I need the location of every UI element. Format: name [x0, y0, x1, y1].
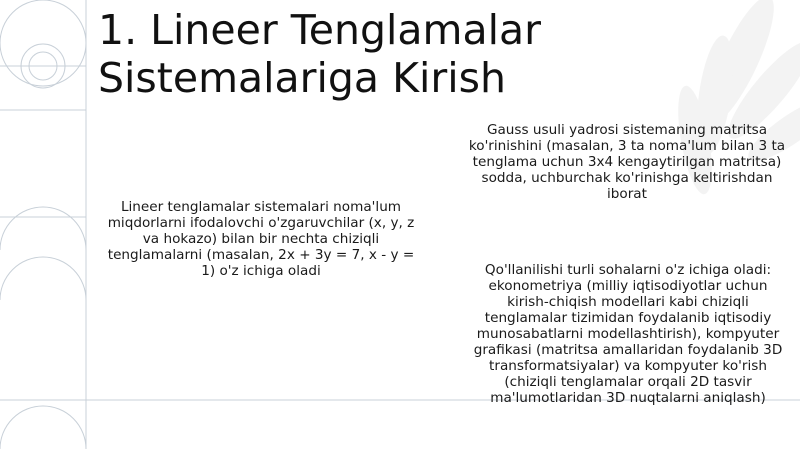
gauss-method-paragraph: Gauss usuli yadrosi sistemaning matritsa ko'rinishini (masalan, 3 ta noma'lum bilan 3 ta tenglama uchun 3x4 kengaytirilgan matritsa) sodda, uchburchak ko'rinishga keltirishdan iborat — [468, 122, 786, 202]
title-line-1: 1. Lineer Tenglamalar — [98, 6, 541, 54]
applications-paragraph: Qo'llanilishi turli sohalarni o'z ichiga oladi: ekonometriya (milliy iqtisodiyotlar uchun kirish-chiqish modellari kabi chiziqli tenglamalar tizimidan foydalanib iqtisodiy munosabatlarni modellashtirish), kompyuter grafikasi (matritsa amallaridan foydalanib 3D transformatsiyalar) va kompyuter ko'rish (chiziqli tenglamalar orqali 2D tasvir ma'lumotlaridan 3D nuqtalarni aniqlash) — [473, 262, 783, 406]
arch-outline-icon — [0, 257, 86, 300]
circle-outline-icon — [0, 0, 86, 86]
title-line-2: Sistemalariga Kirish — [98, 54, 506, 102]
intro-paragraph: Lineer tenglamalar sistemalari noma'lum miqdorlarni ifodalovchi o'zgaruvchilar (x, y, z va hokazo) bilan bir nechta chiziqli tenglamalarni (masalan, 2x + 3y = 7, x - y = 1) o'z ichiga oladi — [107, 199, 415, 279]
slide-title — [98, 6, 658, 102]
